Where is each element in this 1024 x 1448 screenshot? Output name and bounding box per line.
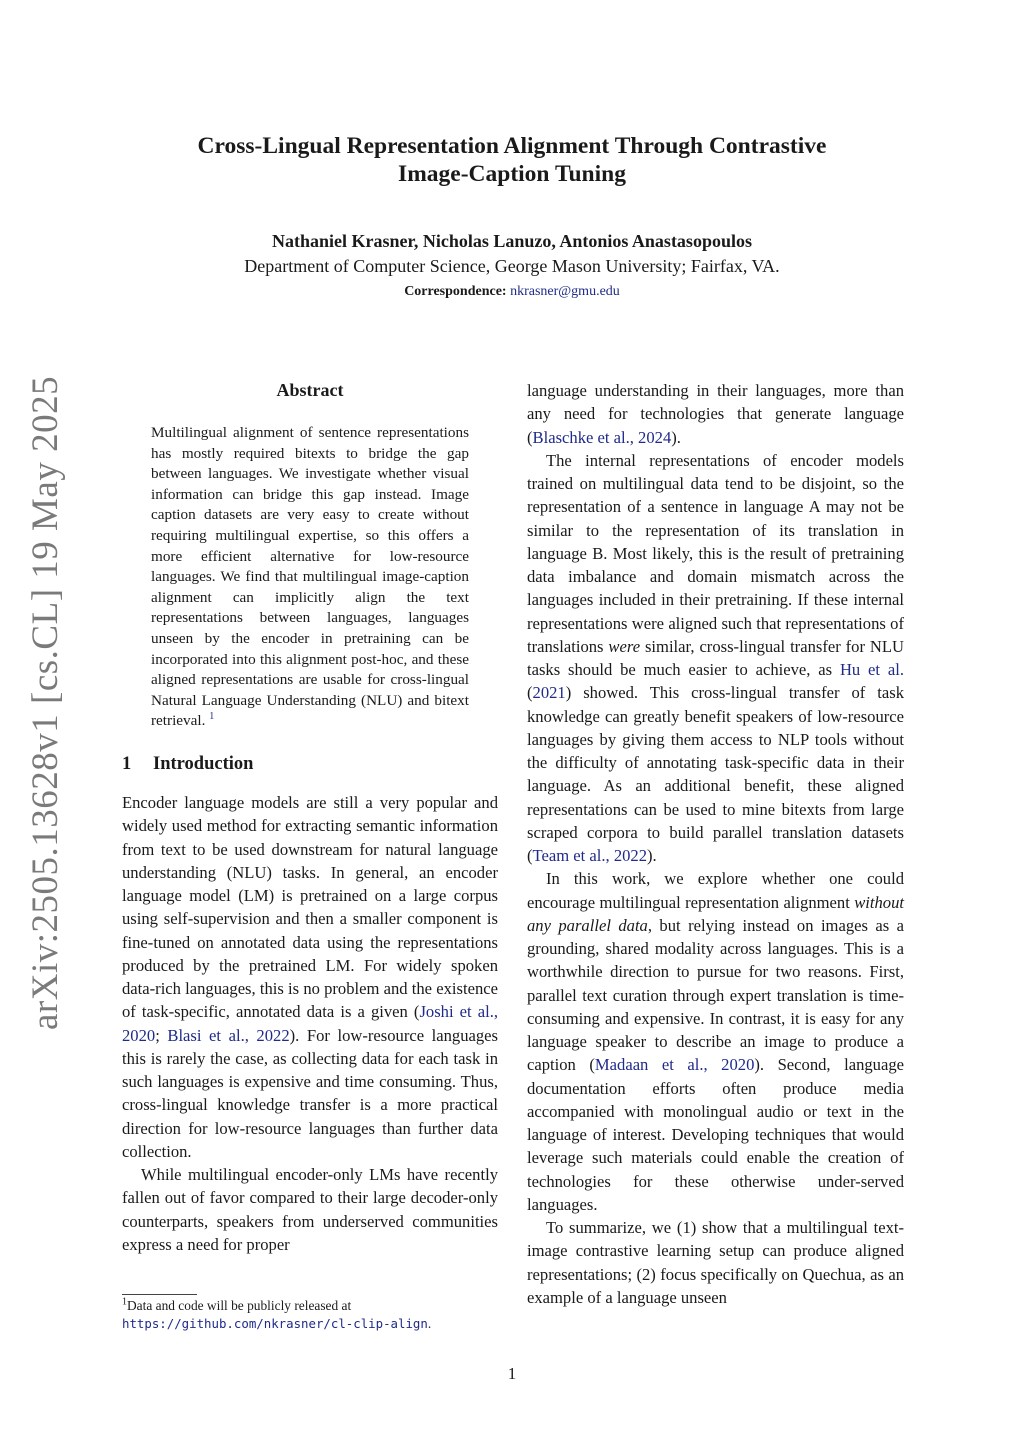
correspondence-email-link[interactable]: nkrasner@gmu.edu [510,284,620,299]
footnote-text: Data and code will be publicly released at [127,1298,352,1313]
citation-blasi-2022[interactable]: Blasi et al., 2022 [167,1025,290,1045]
text-run: Encoder language models are still a very popular and widely used method for extracting semantic information from text to be used downstream for natural language understanding (NLU) tasks. In general, an encoder language model (LM) is pretrained on a large corpus using self-supervision and then a smaller component is fine-tuned on annotated data using the representations produced by the pretrained LM. For widely spoken data-rich languages, this is no problem and the existence of task-specific, annotated data is a given ( [122,793,498,1022]
text-run: similar, cross-lingual transfer for NLU tasks should be much easier to achieve, as [527,636,905,679]
title-line-2: Image-Caption Tuning [398,161,626,187]
intro-paragraph-5: To summarize, we (1) show that a multilingual text-image contrastive learning setup can produce aligned representations; (2) focus specifically on Quechua, as an example of a language unseen [527,1218,904,1307]
text-run: showed. This cross-lingual transfer of task knowledge can greatly benefit speakers of low-resource languages by giving them access to NLP tools without the difficulty of annotating task-specific data in their language. As an additional benefit, these aligned representations can be used to mine bitexts from large scraped corpora to build parallel translation datasets ( [527,683,904,865]
citation-blaschke-2024[interactable]: Blaschke et al., 2024 [532,427,672,447]
text-run: language understanding in their languages, more than any need for technologies that generate language ( [527,381,904,447]
arxiv-stamp: arXiv:2505.13628v1 [cs.CL] 19 May 2025 [25,375,66,1030]
text-run: ). For low-resource languages this is rarely the case, as collecting data for each task in such languages is expensive and time consuming. Thus, cross-lingual knowledge transfer is a more practical direction for low-resource languages than further data collection. [122,1025,499,1161]
abstract-footnote-mark[interactable]: 1 [209,711,215,723]
emphasis: were [608,636,641,656]
footnote [122,1297,500,1333]
left-column [122,791,498,1256]
footnote-end: . [427,1316,432,1331]
footnote-url-link[interactable]: https://github.com/nkrasner/cl-clip-align [122,1316,428,1331]
text-run: , but relying instead on images as a grounding, shared modality across languages. This is a worthwhile direction to pursue for two reasons. First, parallel text curation through expert translation is time-consuming and expensive. In contrast, it is easy for any language speaker to describe an image to produce a caption ( [527,915,904,1075]
section-heading-introduction [122,753,498,775]
text-run: ). Second, language documentation efforts often produce media accompanied with monolingual audio or text in the language of interest. Developing techniques that would leverage such materials could enable the creation of technologies for these otherwise under-served languages. [527,1055,904,1214]
correspondence [100,283,924,301]
abstract-body [151,423,469,732]
citation-joshi-2020[interactable]: Joshi et al., 2020 [122,1002,499,1045]
page-number: 1 [507,1364,517,1383]
intro-paragraph-2: While multilingual encoder-only LMs have recently fallen out of favor compared to their large decoder-only counterparts, speakers from underserved communities express a need for proper [122,1165,498,1254]
right-column [527,379,904,1309]
abstract-heading: Abstract [276,380,344,400]
footnote-rule [122,1294,197,1295]
citation-madaan-2020[interactable]: Madaan et al., 2020 [594,1055,755,1075]
emphasis: without any parallel data [527,892,904,935]
intro-paragraph-2-cont [527,379,904,449]
text-run: ). [647,846,657,865]
footnote-mark: 1 [122,1296,127,1308]
citation-hu-name[interactable]: Hu et al. [839,660,904,679]
intro-paragraph-3: The internal representations of encoder models trained on multilingual data tend to be disjoint, so the representation of a sentence in language A may not be similar to the representation of its translation in language B. Most likely, this is the result of pretraining data imbalance and domain mismatch across the languages included in their pretraining. If these internal representations were aligned such that representations of translations were similar, cross-lingual transfer for NLU tasks should be much easier to achieve, as Hu et al. (2021) showed. This cross-lingual transfer of task knowledge can greatly benefit speakers of low-resource languages by giving them access to NLP tools without the difficulty of annotating task-specific data in their language. As an additional benefit, these aligned representations can be used to mine bitexts from large scraped corpora to build parallel translation datasets (Team et al., 2022). [527,450,905,865]
abstract-text: Multilingual alignment of sentence representations has mostly required bitexts to bridge the gap between languages. We investigate whether visual information can bridge this gap instead. Image caption datasets are very easy to create without requiring multilingual expertise, so this offers a more efficient alternative for low-resource languages. We find that multilingual image-caption alignment can implicitly align the text representations between languages, languages unseen by the encoder in pretraining can be incorporated into this alignment post-hoc, and these aligned representations are usable for cross-lingual Natural Language Understanding (NLU) and bitext retrieval. [151,424,469,730]
citation-team-2022[interactable]: Team et al., 2022 [532,846,648,865]
section-number: 1 [122,754,132,774]
intro-paragraph-4 [527,867,904,1216]
correspondence-label: Correspondence: [404,284,507,299]
text-run: The internal representations of encoder models trained on multilingual data tend to be disjoint, so the representation of a sentence in language A may not be similar to the representation of its translation in language B. Most likely, this is the result of pretraining data imbalance and domain mismatch across the languages included in their pretraining. If these internal representations were aligned such that representations of translations [527,450,904,656]
text-run: ). [671,427,681,447]
section-title: Introduction [153,754,254,774]
text-run: ; [155,1025,168,1045]
affiliation: Department of Computer Science, George Mason University; Fairfax, VA. [244,256,780,276]
title-line-1: Cross-Lingual Representation Alignment Through Contrastive [197,133,827,159]
text-run: In this work, we explore whether one could encourage multilingual representation alignment [527,869,904,912]
authors: Nathaniel Krasner, Nicholas Lanuzo, Antonios Anastasopoulos [272,231,752,251]
paper-title [100,132,924,188]
intro-paragraph-1 [122,791,498,1163]
citation-hu-year[interactable]: 2021 [532,683,566,703]
